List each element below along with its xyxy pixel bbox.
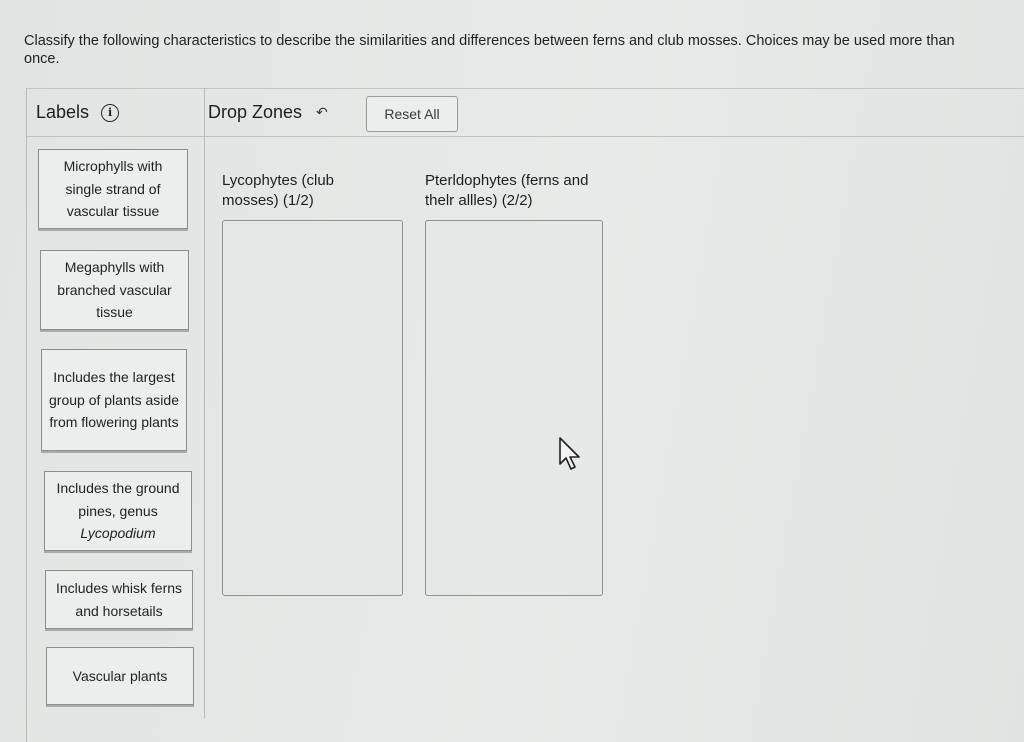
labels-header	[36, 102, 119, 123]
mouse-cursor-icon	[558, 436, 584, 472]
label-card-text-italic: Lycopodium	[80, 525, 156, 542]
label-card-text	[49, 477, 187, 545]
info-icon[interactable]: i	[101, 104, 119, 122]
label-card-text: Microphylls with single strand of vascular tissue	[63, 158, 163, 220]
label-card-text-prefix: Includes the ground pines, genus	[56, 480, 180, 519]
label-card-text: Includes the largest group of plants aside from flowering plants	[49, 369, 179, 431]
column-divider	[204, 88, 205, 718]
reset-all-button[interactable]: Reset All	[366, 96, 458, 132]
header-divider	[26, 136, 1024, 137]
drop-zones-header	[208, 102, 328, 123]
instructions-text: Classify the following characteristics to describe the similarities and differences between ferns and club mosses. Choices may be used more than once.	[24, 33, 955, 67]
labels-title: Labels	[36, 102, 90, 122]
label-card-text: Megaphylls with branched vascular tissue	[57, 259, 172, 321]
arrow-left-icon: ↶	[316, 104, 328, 120]
label-card-text: Vascular plants	[72, 667, 168, 684]
label-card-ground-pines[interactable]	[44, 471, 192, 551]
drop-zones-title: Drop Zones	[208, 102, 303, 122]
label-card-whisk-ferns[interactable]	[45, 570, 193, 629]
zone-heading-pteridophytes: Pterldophytes (ferns and thelr allles) (2/2)	[425, 172, 589, 209]
zone-heading-lycophytes: Lycophytes (club mosses) (1/2)	[222, 172, 335, 209]
label-card-megaphylls[interactable]	[40, 250, 189, 330]
label-card-vascular-plants[interactable]	[46, 647, 194, 705]
drop-zone-pteridophytes[interactable]	[425, 220, 603, 596]
drop-zone-lycophytes[interactable]	[222, 220, 403, 596]
label-card-text: Includes whisk ferns and horsetails	[55, 580, 183, 619]
label-card-largest-group[interactable]	[41, 349, 187, 451]
label-card-microphylls[interactable]	[38, 149, 188, 229]
